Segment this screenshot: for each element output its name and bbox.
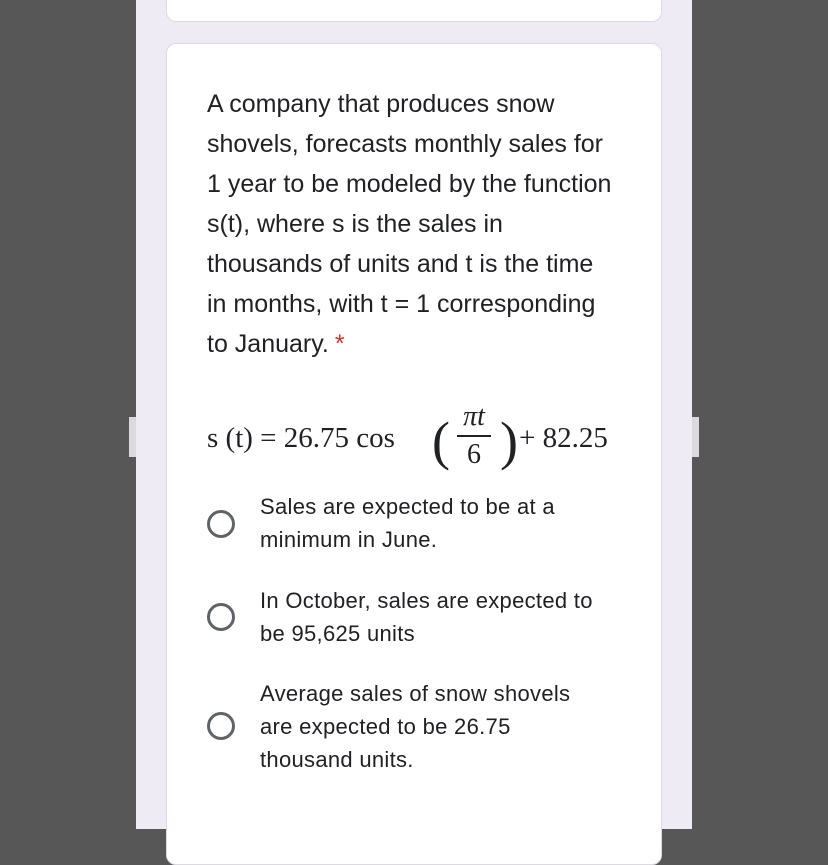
previous-question-card [166, 0, 662, 22]
equation-image [207, 402, 637, 472]
equation-fraction [453, 402, 495, 470]
question-body: A company that produces snow shovels, forecasts monthly sales for 1 year to be modeled by the function s(t), where s is the sales in thousands of units and t is the time in months, with t = 1 corresponding to January. [207, 90, 612, 358]
right-edge-tab [692, 417, 699, 457]
radio-button-icon[interactable] [207, 510, 235, 538]
radio-button-icon[interactable] [207, 712, 235, 740]
required-asterisk: * [334, 330, 345, 358]
option-label[interactable]: In October, sales are expected to be 95,625 units [260, 588, 593, 646]
equation-denominator: 6 [467, 439, 481, 470]
equation-left-side: s (t) = 26.75 cos [207, 422, 395, 454]
left-edge-tab [129, 417, 136, 457]
equation-close-paren: ) [500, 411, 518, 471]
radio-button-icon[interactable] [207, 603, 235, 631]
equation-numerator: πt [463, 401, 485, 432]
question-text [207, 84, 617, 364]
equation-open-paren: ( [432, 411, 450, 471]
fraction-bar [457, 435, 491, 437]
option-label[interactable]: Average sales of snow shovels are expected to be 26.75 thousand units. [260, 681, 571, 772]
option-label[interactable]: Sales are expected to be at a minimum in June. [260, 494, 555, 552]
equation-right-side: + 82.25 [519, 422, 608, 454]
